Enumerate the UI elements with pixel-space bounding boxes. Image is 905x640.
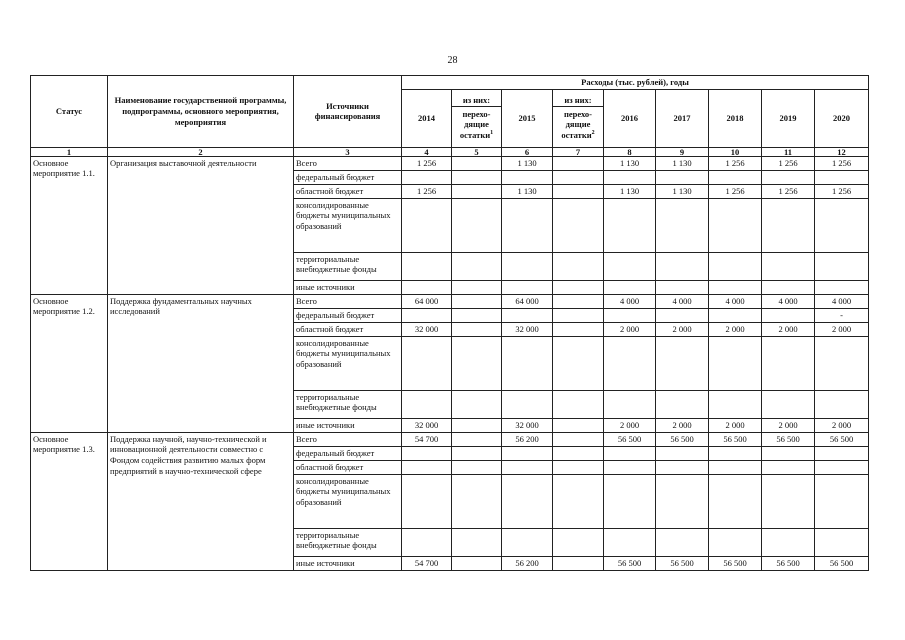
amount-cell — [452, 156, 502, 170]
amount-cell: 1 130 — [502, 156, 553, 170]
amount-cell — [709, 252, 762, 280]
funding-source-cell: областной бюджет — [294, 322, 402, 336]
amount-cell — [553, 556, 604, 570]
amount-cell — [452, 198, 502, 252]
amount-cell — [553, 336, 604, 390]
amount-cell: 1 256 — [402, 156, 452, 170]
status-cell: Основное мероприятие 1.3. — [31, 432, 108, 570]
amount-cell — [452, 322, 502, 336]
funding-source-cell: иные источники — [294, 280, 402, 294]
amount-cell: 1 256 — [815, 156, 869, 170]
column-number: 9 — [656, 147, 709, 156]
amount-cell — [709, 528, 762, 556]
status-cell: Основное мероприятие 1.1. — [31, 156, 108, 294]
amount-cell — [502, 280, 553, 294]
amount-cell — [553, 294, 604, 308]
header-of-which-2: из них: — [553, 94, 603, 107]
amount-cell — [502, 252, 553, 280]
amount-cell — [553, 170, 604, 184]
amount-cell: 32 000 — [502, 322, 553, 336]
amount-cell — [604, 308, 656, 322]
amount-cell: 1 256 — [762, 184, 815, 198]
amount-cell — [656, 390, 709, 418]
table-row — [31, 156, 869, 170]
funding-source-cell: Всего — [294, 294, 402, 308]
funding-source-cell: иные источники — [294, 556, 402, 570]
amount-cell — [604, 252, 656, 280]
amount-cell — [452, 446, 502, 460]
amount-cell: 2 000 — [604, 322, 656, 336]
amount-cell — [656, 308, 709, 322]
table-row — [31, 294, 869, 308]
amount-cell — [502, 390, 553, 418]
column-number: 10 — [709, 147, 762, 156]
amount-cell: 1 130 — [656, 184, 709, 198]
funding-source-cell: иные источники — [294, 418, 402, 432]
amount-cell — [553, 308, 604, 322]
amount-cell — [452, 418, 502, 432]
amount-cell — [553, 460, 604, 474]
amount-cell: 2 000 — [604, 418, 656, 432]
header-year-2019: 2019 — [762, 89, 815, 147]
amount-cell — [452, 390, 502, 418]
amount-cell: 4 000 — [656, 294, 709, 308]
amount-cell — [402, 308, 452, 322]
amount-cell — [762, 528, 815, 556]
amount-cell: 56 500 — [815, 556, 869, 570]
funding-source-cell: федеральный бюджет — [294, 170, 402, 184]
amount-cell — [762, 390, 815, 418]
amount-cell — [553, 432, 604, 446]
amount-cell — [553, 474, 604, 528]
amount-cell: 1 256 — [709, 156, 762, 170]
column-number: 7 — [553, 147, 604, 156]
budget-table-body — [31, 156, 869, 570]
amount-cell: 56 200 — [502, 432, 553, 446]
column-number: 4 — [402, 147, 452, 156]
amount-cell — [402, 474, 452, 528]
amount-cell — [815, 390, 869, 418]
measure-name-cell: Организация выставочной деятельности — [108, 156, 294, 294]
amount-cell — [452, 460, 502, 474]
page-number: 28 — [447, 55, 458, 66]
column-number: 1 — [31, 147, 108, 156]
column-number: 12 — [815, 147, 869, 156]
header-year-2020: 2020 — [815, 89, 869, 147]
amount-cell — [762, 336, 815, 390]
header-carryover-2-text: перехо-дящие остатки — [561, 108, 592, 140]
amount-cell — [604, 336, 656, 390]
amount-cell: 56 500 — [709, 432, 762, 446]
column-number: 3 — [294, 147, 402, 156]
amount-cell — [762, 252, 815, 280]
amount-cell — [656, 170, 709, 184]
header-year-2014: 2014 — [402, 89, 452, 147]
amount-cell — [709, 336, 762, 390]
amount-cell: 1 256 — [762, 156, 815, 170]
amount-cell — [762, 308, 815, 322]
amount-cell: 1 256 — [709, 184, 762, 198]
column-numbers-row — [31, 147, 869, 156]
amount-cell — [709, 460, 762, 474]
amount-cell — [709, 390, 762, 418]
amount-cell: 56 500 — [656, 432, 709, 446]
amount-cell — [553, 446, 604, 460]
column-number: 8 — [604, 147, 656, 156]
amount-cell: 56 500 — [656, 556, 709, 570]
amount-cell — [553, 322, 604, 336]
amount-cell — [815, 198, 869, 252]
amount-cell — [815, 280, 869, 294]
funding-source-cell: территориальные внебюджетные фонды — [294, 252, 402, 280]
amount-cell: 1 130 — [604, 156, 656, 170]
funding-source-cell: областной бюджет — [294, 460, 402, 474]
column-number: 11 — [762, 147, 815, 156]
amount-cell — [815, 474, 869, 528]
amount-cell — [502, 336, 553, 390]
measure-name-cell: Поддержка фундаментальных научных исследований — [108, 294, 294, 432]
amount-cell — [656, 280, 709, 294]
amount-cell — [502, 308, 553, 322]
funding-source-cell: консолидированные бюджеты муниципальных образований — [294, 198, 402, 252]
amount-cell: - — [815, 308, 869, 322]
amount-cell: 32 000 — [502, 418, 553, 432]
amount-cell — [815, 460, 869, 474]
amount-cell — [656, 336, 709, 390]
amount-cell — [604, 390, 656, 418]
funding-source-cell: территориальные внебюджетные фонды — [294, 528, 402, 556]
amount-cell: 1 130 — [604, 184, 656, 198]
amount-cell — [553, 528, 604, 556]
amount-cell — [709, 198, 762, 252]
amount-cell — [553, 198, 604, 252]
amount-cell — [452, 474, 502, 528]
amount-cell: 54 700 — [402, 556, 452, 570]
amount-cell: 32 000 — [402, 418, 452, 432]
amount-cell — [452, 556, 502, 570]
amount-cell — [553, 418, 604, 432]
header-carryover-1-text: перехо-дящие остатки — [459, 108, 491, 140]
amount-cell: 56 500 — [604, 432, 656, 446]
amount-cell — [553, 184, 604, 198]
header-of-which-1: из них: — [452, 94, 501, 107]
funding-source-cell: федеральный бюджет — [294, 308, 402, 322]
amount-cell — [553, 390, 604, 418]
amount-cell — [762, 474, 815, 528]
amount-cell: 1 256 — [815, 184, 869, 198]
funding-source-cell: Всего — [294, 156, 402, 170]
amount-cell — [762, 170, 815, 184]
column-number: 5 — [452, 147, 502, 156]
amount-cell: 56 500 — [815, 432, 869, 446]
amount-cell — [452, 336, 502, 390]
header-year-2016: 2016 — [604, 89, 656, 147]
funding-source-cell: консолидированные бюджеты муниципальных образований — [294, 336, 402, 390]
amount-cell — [452, 280, 502, 294]
amount-cell — [402, 170, 452, 184]
column-number: 2 — [108, 147, 294, 156]
amount-cell — [656, 460, 709, 474]
header-source: Источники финансирования — [294, 76, 402, 148]
amount-cell: 2 000 — [762, 322, 815, 336]
amount-cell — [762, 446, 815, 460]
amount-cell — [502, 528, 553, 556]
amount-cell — [709, 280, 762, 294]
amount-cell — [815, 336, 869, 390]
table-row — [31, 432, 869, 446]
amount-cell: 2 000 — [709, 322, 762, 336]
amount-cell: 64 000 — [402, 294, 452, 308]
amount-cell — [604, 280, 656, 294]
amount-cell: 2 000 — [656, 418, 709, 432]
amount-cell: 4 000 — [815, 294, 869, 308]
measure-name-cell: Поддержка научной, научно-технической и инновационной деятельности совместно с Фондом содействия развитию малых форм предприятий в научно-технической сфере — [108, 432, 294, 570]
header-expenses: Расходы (тыс. рублей), годы — [402, 76, 869, 90]
amount-cell — [502, 446, 553, 460]
amount-cell: 4 000 — [709, 294, 762, 308]
amount-cell — [815, 446, 869, 460]
amount-cell: 54 700 — [402, 432, 452, 446]
amount-cell — [815, 528, 869, 556]
amount-cell: 1 130 — [502, 184, 553, 198]
amount-cell: 56 500 — [604, 556, 656, 570]
amount-cell — [452, 308, 502, 322]
header-status: Статус — [31, 76, 108, 148]
amount-cell — [452, 432, 502, 446]
amount-cell — [815, 252, 869, 280]
header-carryover-1 — [452, 89, 502, 147]
amount-cell: 64 000 — [502, 294, 553, 308]
amount-cell: 56 200 — [502, 556, 553, 570]
amount-cell — [402, 446, 452, 460]
header-year-2018: 2018 — [709, 89, 762, 147]
amount-cell: 32 000 — [402, 322, 452, 336]
amount-cell — [402, 528, 452, 556]
amount-cell — [402, 198, 452, 252]
amount-cell — [762, 280, 815, 294]
amount-cell — [656, 528, 709, 556]
footnote-1: 1 — [490, 130, 494, 137]
footnote-2: 2 — [591, 130, 595, 137]
amount-cell: 2 000 — [815, 418, 869, 432]
funding-source-cell: Всего — [294, 432, 402, 446]
amount-cell — [402, 252, 452, 280]
amount-cell: 2 000 — [762, 418, 815, 432]
funding-source-cell: территориальные внебюджетные фонды — [294, 390, 402, 418]
amount-cell — [452, 294, 502, 308]
amount-cell — [656, 474, 709, 528]
column-number: 6 — [502, 147, 553, 156]
amount-cell — [402, 280, 452, 294]
amount-cell — [656, 252, 709, 280]
amount-cell: 56 500 — [709, 556, 762, 570]
amount-cell — [762, 198, 815, 252]
amount-cell: 4 000 — [762, 294, 815, 308]
amount-cell — [502, 460, 553, 474]
amount-cell — [553, 280, 604, 294]
amount-cell — [452, 184, 502, 198]
amount-cell — [553, 252, 604, 280]
amount-cell: 1 130 — [656, 156, 709, 170]
budget-table — [30, 75, 869, 571]
amount-cell — [709, 170, 762, 184]
amount-cell — [604, 446, 656, 460]
funding-source-cell: консолидированные бюджеты муниципальных образований — [294, 474, 402, 528]
amount-cell: 56 500 — [762, 432, 815, 446]
amount-cell — [452, 528, 502, 556]
status-cell: Основное мероприятие 1.2. — [31, 294, 108, 432]
amount-cell — [604, 528, 656, 556]
amount-cell — [815, 170, 869, 184]
amount-cell — [502, 198, 553, 252]
amount-cell — [402, 336, 452, 390]
amount-cell: 1 256 — [402, 184, 452, 198]
amount-cell — [402, 460, 452, 474]
header-carryover-2 — [553, 89, 604, 147]
amount-cell — [709, 446, 762, 460]
amount-cell — [604, 474, 656, 528]
amount-cell: 56 500 — [762, 556, 815, 570]
amount-cell: 4 000 — [604, 294, 656, 308]
header-year-2017: 2017 — [656, 89, 709, 147]
amount-cell — [502, 474, 553, 528]
amount-cell — [604, 170, 656, 184]
header-year-2015: 2015 — [502, 89, 553, 147]
amount-cell: 2 000 — [709, 418, 762, 432]
amount-cell — [709, 474, 762, 528]
funding-source-cell: федеральный бюджет — [294, 446, 402, 460]
header-name: Наименование государственной программы, подпрограммы, основного мероприятия, мероприятия — [108, 76, 294, 148]
amount-cell — [553, 156, 604, 170]
amount-cell — [656, 446, 709, 460]
amount-cell: 2 000 — [815, 322, 869, 336]
amount-cell — [502, 170, 553, 184]
amount-cell — [402, 390, 452, 418]
funding-source-cell: областной бюджет — [294, 184, 402, 198]
amount-cell — [604, 460, 656, 474]
amount-cell — [452, 170, 502, 184]
amount-cell — [762, 460, 815, 474]
amount-cell — [452, 252, 502, 280]
amount-cell — [604, 198, 656, 252]
amount-cell — [656, 198, 709, 252]
amount-cell: 2 000 — [656, 322, 709, 336]
amount-cell — [709, 308, 762, 322]
